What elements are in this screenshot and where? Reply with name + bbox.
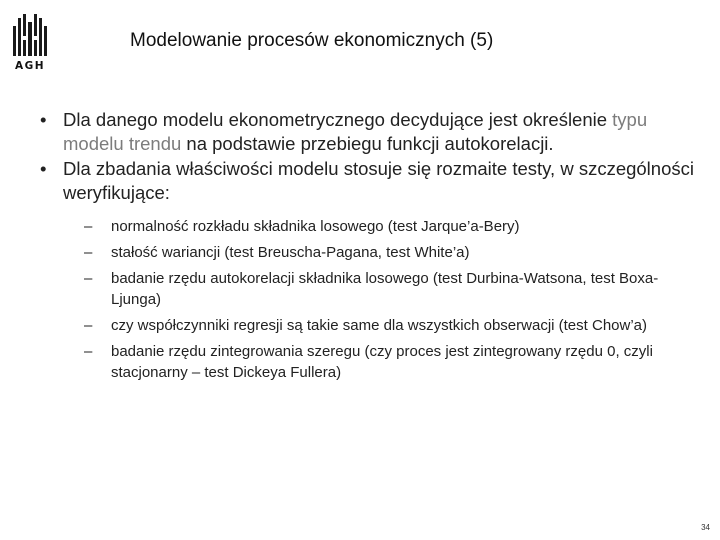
dash-marker: – xyxy=(84,270,93,287)
sub-item-variance xyxy=(63,242,700,263)
bullet-1-highlight: typu modelu trendu xyxy=(63,109,648,154)
slide-title: Modelowanie procesów ekonomicznych (5) xyxy=(130,30,494,51)
sub-item-autocorrelation xyxy=(63,268,700,310)
bullet-list xyxy=(40,108,700,388)
bullet-item-1 xyxy=(40,108,700,155)
sub-item-text: badanie rzędu autokorelacji składnika losowego (test Durbina-Watsona, test Boxa-Ljunga) xyxy=(111,270,659,308)
dash-marker: – xyxy=(84,317,93,334)
dash-marker: – xyxy=(84,343,93,360)
agh-emblem-icon xyxy=(12,14,48,58)
bullet-1-text: Dla danego modelu ekonometrycznego decydujące jest określenie xyxy=(63,109,613,130)
sub-item-text: normalność rozkładu składnika losowego (test Jarque’a-Bery) xyxy=(111,218,520,235)
bullet-marker: • xyxy=(40,158,47,179)
agh-logo xyxy=(12,14,48,80)
bullet-item-2 xyxy=(40,157,700,383)
bullet-marker: • xyxy=(40,109,47,130)
dash-marker: – xyxy=(84,218,93,235)
sub-item-coefficients xyxy=(63,315,700,336)
sub-item-text: stałość wariancji (test Breuscha-Pagana, test White’a) xyxy=(111,244,470,261)
sub-list xyxy=(63,216,700,383)
sub-item-normality xyxy=(63,216,700,237)
bullet-1-text-end: na podstawie przebiegu funkcji autokorelacji. xyxy=(181,132,554,154)
sub-item-integration xyxy=(63,341,700,383)
page-number: 34 xyxy=(701,523,710,532)
sub-item-text: badanie rzędu zintegrowania szeregu (czy proces jest zintegrowany rzędu 0, czyli stacjonarny – test Dickeya Fullera) xyxy=(111,343,653,381)
bullet-2-text: Dla zbadania właściwości modelu stosuje się rozmaite testy, w szczególności weryfikujące: xyxy=(63,158,694,203)
logo-text: AGH xyxy=(14,60,46,72)
sub-item-text: czy współczynniki regresji są takie same dla wszystkich obserwacji (test Chow’a) xyxy=(111,317,648,334)
dash-marker: – xyxy=(84,244,93,261)
